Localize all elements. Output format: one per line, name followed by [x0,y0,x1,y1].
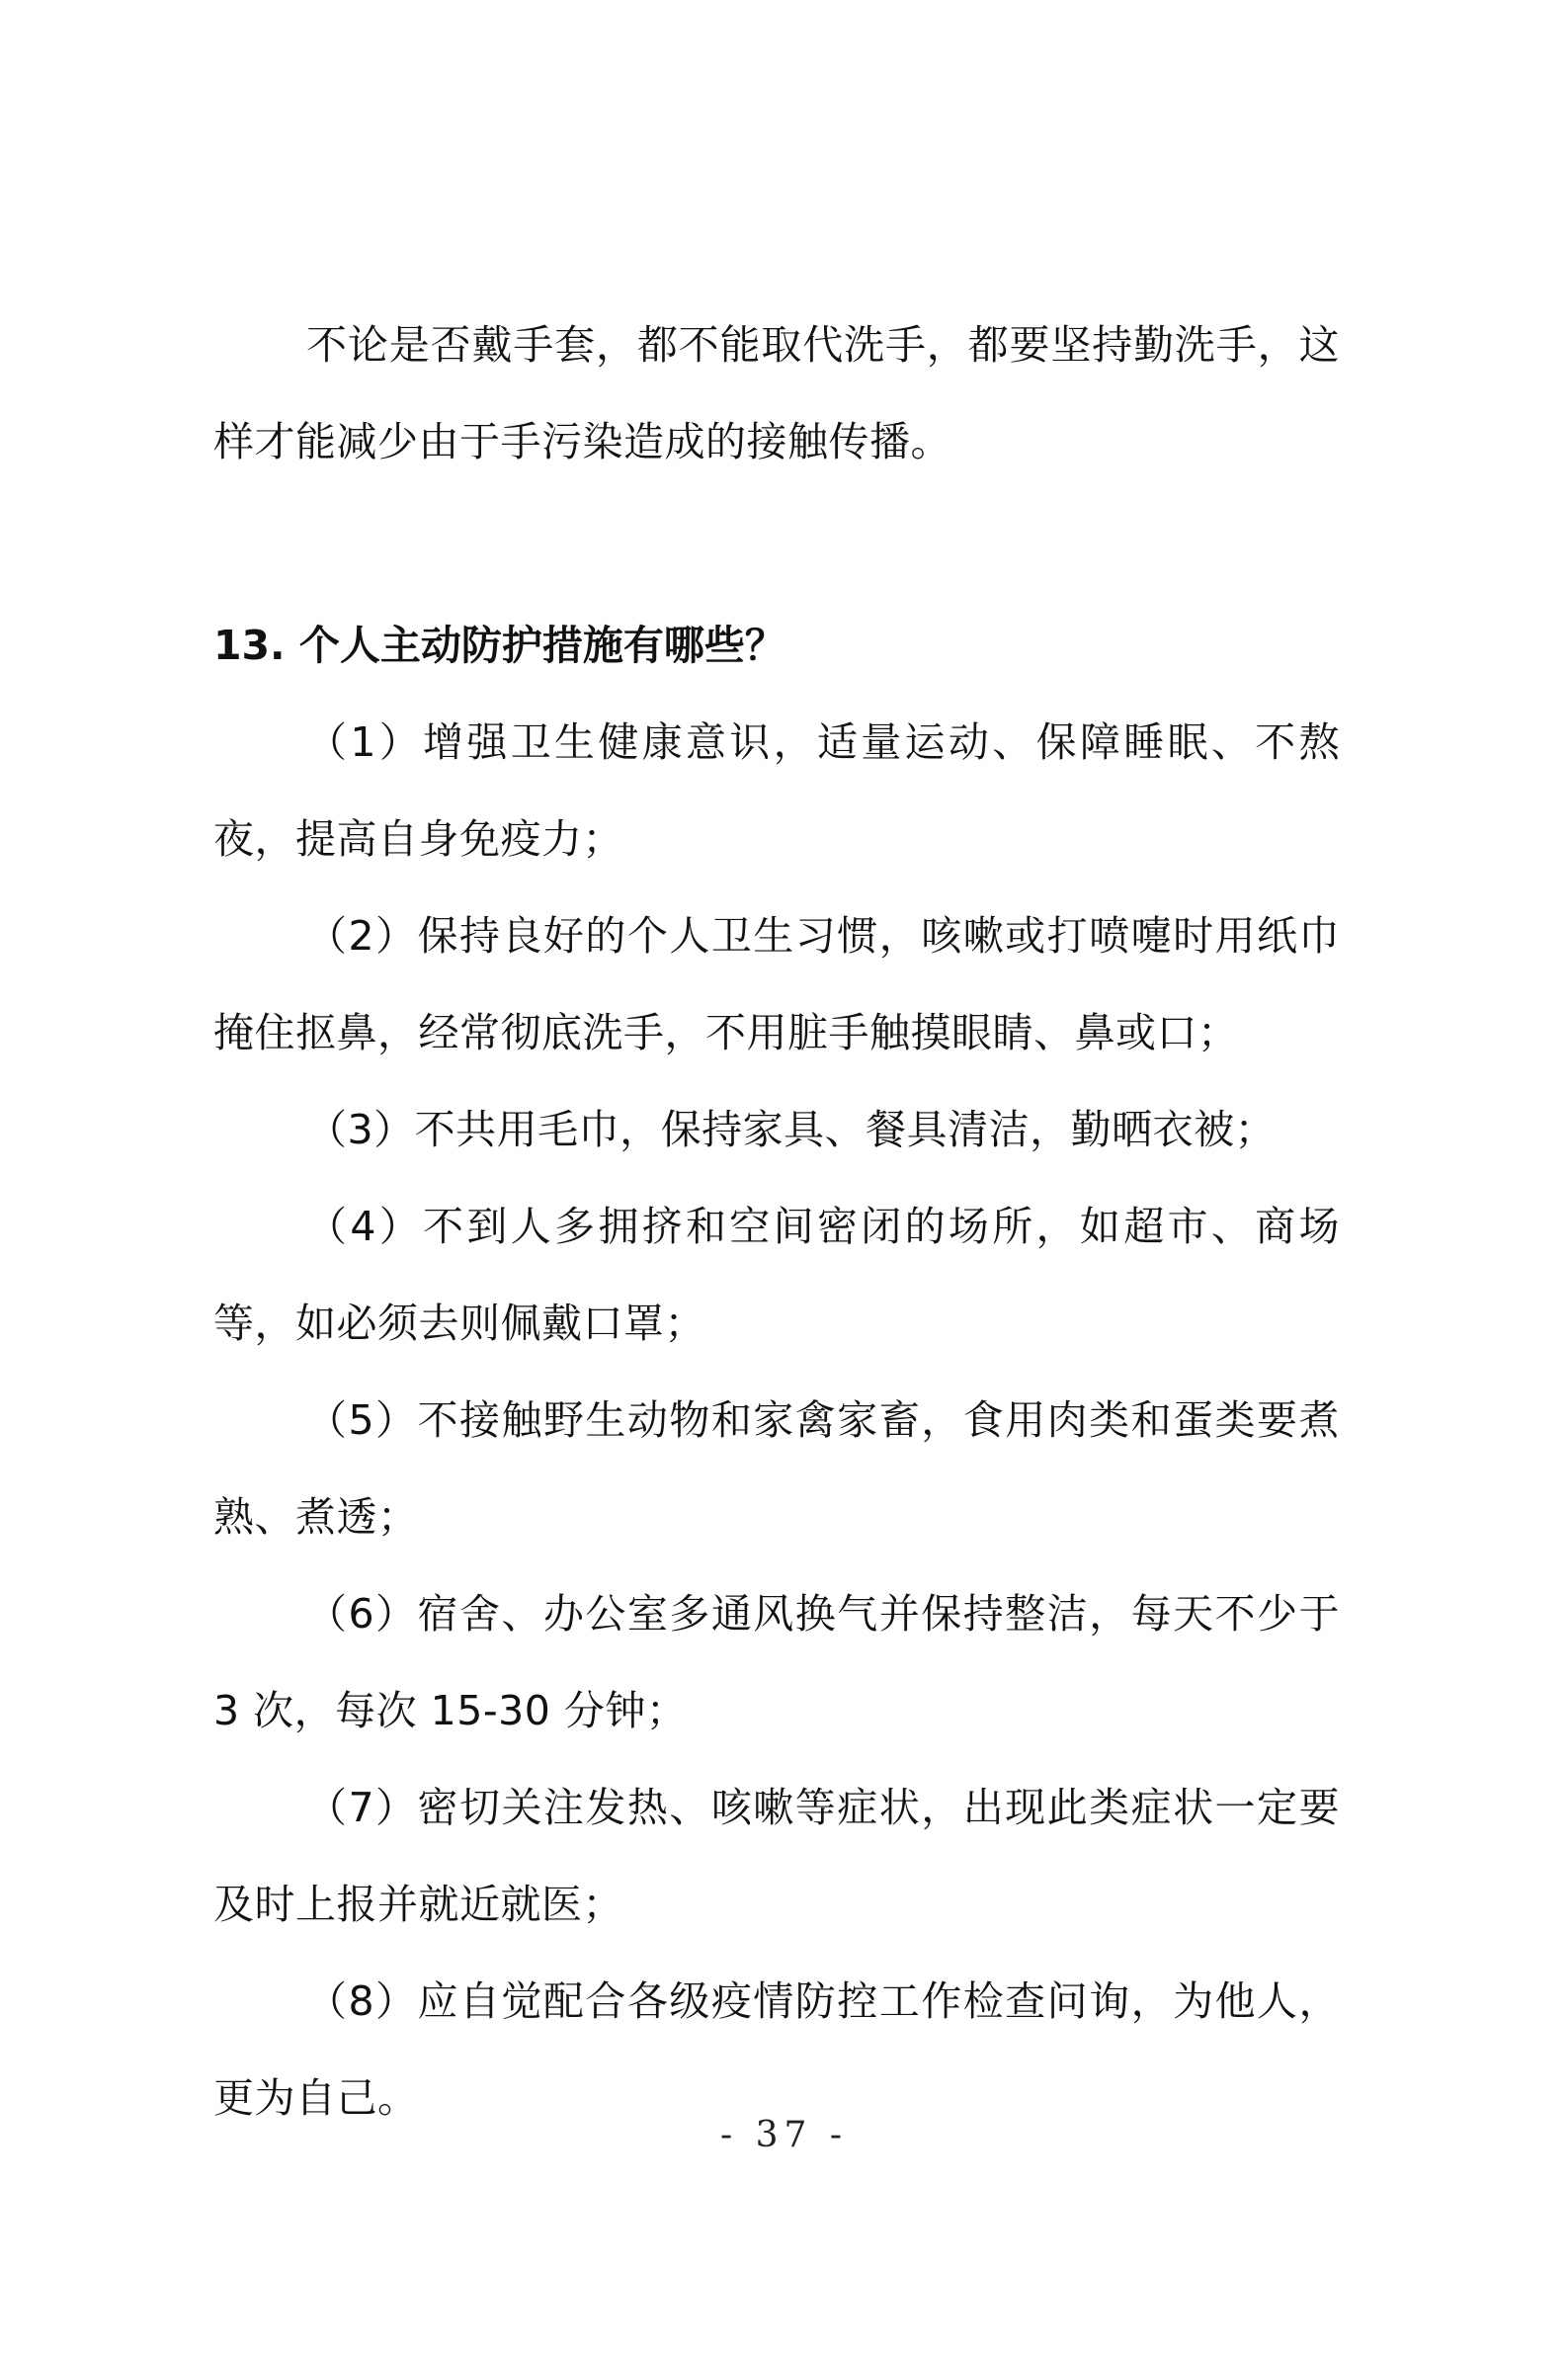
list-item: （2）保持良好的个人卫生习惯，咳嗽或打喷嚏时用纸巾掩住抠鼻，经常彻底洗手，不用脏手触摸眼睛、鼻或口； [213,912,1340,1056]
section-heading: 13. 个人主动防护措施有哪些？ [213,622,785,669]
page-number: - 37 - [719,2115,849,2155]
section-spacer [213,490,1340,597]
intro-paragraph: 不论是否戴手套，都不能取代洗手，都要坚持勤洗手，这样才能减少由于手污染造成的接触传播。 [213,321,1340,465]
page-content [213,296,1340,2146]
list-item: （6）宿舍、办公室多通风换气并保持整洁，每天不少于 3 次，每次 15-30 分钟； [213,1590,1340,1734]
list-item: （4）不到人多拥挤和空间密闭的场所，如超市、商场等，如必须去则佩戴口罩； [213,1203,1340,1347]
list-item: （3）不共用毛巾，保持家具、餐具清洁，勤晒衣被； [306,1106,1277,1153]
list-item: （7）密切关注发热、咳嗽等症状，出现此类症状一定要及时上报并就近就医； [213,1784,1340,1928]
list-item: （1）增强卫生健康意识，适量运动、保障睡眠、不熬夜，提高自身免疫力； [213,718,1340,863]
list-item: （8）应自觉配合各级疫情防控工作检查问询，为他人，更为自己。 [213,1977,1340,2122]
list-item: （5）不接触野生动物和家禽家畜，食用肉类和蛋类要煮熟、煮透； [213,1396,1340,1541]
